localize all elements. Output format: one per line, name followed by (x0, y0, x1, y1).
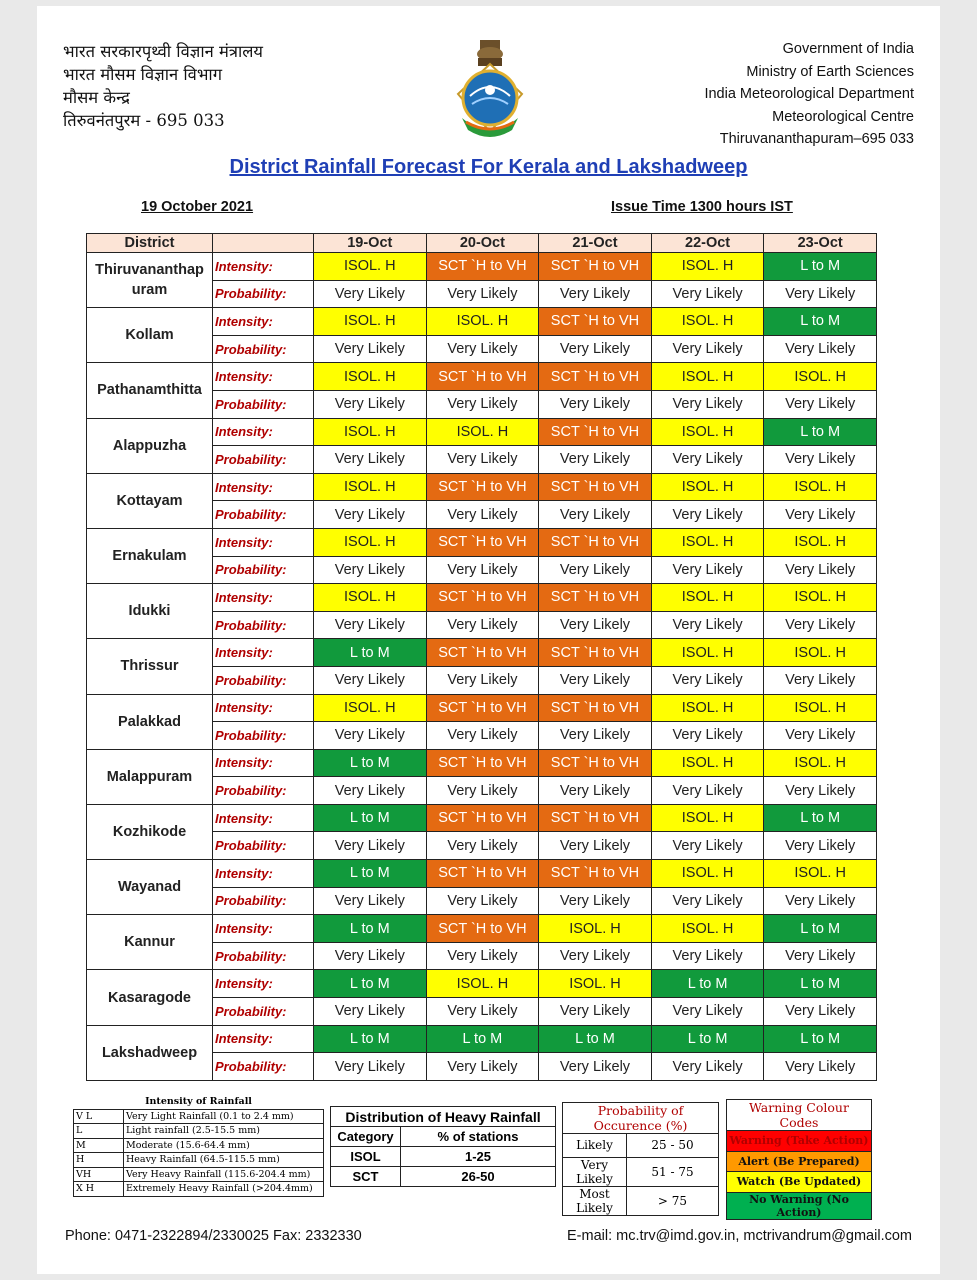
header-english-line: Meteorological Centre (772, 108, 914, 125)
probability-label: Probability: (213, 777, 314, 805)
intensity-cell: SCT `H to VH (426, 584, 539, 612)
header-hindi-line: भारत सरकारपृथ्वी विज्ञान मंत्रालय (63, 42, 264, 61)
probability-cell: Very Likely (764, 777, 877, 805)
legend-intensity-desc: Heavy Rainfall (64.5-115.5 mm) (124, 1153, 324, 1168)
intensity-cell: ISOL. H (426, 308, 539, 336)
probability-cell: Very Likely (426, 335, 539, 363)
legend-intensity-code: VH (74, 1167, 124, 1182)
intensity-cell: SCT `H to VH (426, 749, 539, 777)
probability-cell: Very Likely (764, 942, 877, 970)
intensity-cell: ISOL. H (651, 308, 764, 336)
legend-warning-row (727, 1192, 872, 1219)
probability-cell: Very Likely (314, 998, 427, 1026)
intensity-cell: L to M (764, 970, 877, 998)
intensity-row (87, 749, 877, 777)
probability-cell: Very Likely (314, 611, 427, 639)
intensity-cell: L to M (314, 749, 427, 777)
legend-intensity-row (74, 1138, 324, 1153)
intensity-row (87, 970, 877, 998)
intensity-cell: ISOL. H (651, 694, 764, 722)
legend-distribution-title: Distribution of Heavy Rainfall (331, 1107, 556, 1127)
probability-cell: Very Likely (651, 390, 764, 418)
probability-cell: Very Likely (764, 501, 877, 529)
probability-label: Probability: (213, 611, 314, 639)
intensity-cell: SCT `H to VH (539, 639, 652, 667)
legend-intensity-row (74, 1167, 324, 1182)
legend-distribution-percent: 26-50 (401, 1167, 556, 1187)
intensity-cell: L to M (764, 915, 877, 943)
issue-date: 19 October 2021 (141, 199, 254, 215)
intensity-label: Intensity: (213, 860, 314, 888)
probability-cell: Very Likely (651, 887, 764, 915)
legend-intensity-code: L (74, 1124, 124, 1139)
probability-cell: Very Likely (426, 777, 539, 805)
district-name: Kollam (87, 308, 213, 363)
intensity-cell: ISOL. H (314, 473, 427, 501)
probability-cell: Very Likely (314, 722, 427, 750)
probability-cell: Very Likely (426, 611, 539, 639)
intensity-cell: ISOL. H (426, 970, 539, 998)
intensity-cell: L to M (651, 970, 764, 998)
probability-cell: Very Likely (651, 942, 764, 970)
district-name: Lakshadweep (87, 1025, 213, 1080)
probability-label: Probability: (213, 335, 314, 363)
legend-probability-label: Likely (563, 1134, 627, 1158)
legend-probability-row (563, 1186, 719, 1215)
probability-cell: Very Likely (539, 777, 652, 805)
intensity-label: Intensity: (213, 584, 314, 612)
district-name: Kasaragode (87, 970, 213, 1025)
probability-cell: Very Likely (764, 887, 877, 915)
column-header-date: 23-Oct (764, 234, 877, 253)
probability-cell: Very Likely (426, 280, 539, 308)
intensity-row (87, 584, 877, 612)
page-title-text: District Rainfall Forecast For Kerala and Lakshadweep (229, 156, 748, 178)
intensity-cell: SCT `H to VH (426, 253, 539, 281)
header-hindi-line: भारत मौसम विज्ञान विभाग (63, 65, 222, 84)
probability-cell: Very Likely (426, 446, 539, 474)
intensity-cell: L to M (314, 1025, 427, 1053)
district-name: Idukki (87, 584, 213, 639)
probability-cell: Very Likely (539, 722, 652, 750)
header-hindi (63, 42, 263, 130)
header-hindi-line: तिरुवनंतपुरम - 695 033 (63, 111, 225, 130)
probability-cell: Very Likely (651, 280, 764, 308)
intensity-cell: ISOL. H (314, 363, 427, 391)
probability-cell: Very Likely (651, 998, 764, 1026)
probability-cell: Very Likely (651, 666, 764, 694)
intensity-row (87, 1025, 877, 1053)
probability-cell: Very Likely (426, 666, 539, 694)
legend-intensity-code: M (74, 1138, 124, 1153)
header-english (704, 38, 914, 151)
probability-cell: Very Likely (539, 556, 652, 584)
legend-warning-row (727, 1172, 872, 1193)
legend-distribution-header: Category (331, 1127, 401, 1147)
intensity-cell: SCT `H to VH (539, 860, 652, 888)
probability-cell: Very Likely (764, 280, 877, 308)
intensity-cell: SCT `H to VH (426, 915, 539, 943)
intensity-cell: ISOL. H (651, 749, 764, 777)
probability-cell: Very Likely (539, 390, 652, 418)
intensity-cell: ISOL. H (764, 473, 877, 501)
probability-cell: Very Likely (539, 832, 652, 860)
probability-cell: Very Likely (764, 335, 877, 363)
probability-cell: Very Likely (764, 611, 877, 639)
intensity-cell: ISOL. H (426, 418, 539, 446)
probability-cell: Very Likely (426, 390, 539, 418)
intensity-label: Intensity: (213, 528, 314, 556)
intensity-cell: SCT `H to VH (426, 860, 539, 888)
intensity-cell: SCT `H to VH (426, 694, 539, 722)
probability-cell: Very Likely (539, 280, 652, 308)
district-name: Kozhikode (87, 804, 213, 859)
probability-cell: Very Likely (764, 832, 877, 860)
probability-cell: Very Likely (426, 556, 539, 584)
intensity-cell: ISOL. H (764, 363, 877, 391)
district-name: Wayanad (87, 860, 213, 915)
intensity-cell: L to M (764, 418, 877, 446)
intensity-cell: SCT `H to VH (539, 308, 652, 336)
column-header-blank (213, 234, 314, 253)
probability-label: Probability: (213, 446, 314, 474)
legend-warning-swatch: No Warning (No Action) (727, 1192, 872, 1219)
legend-distribution (330, 1106, 556, 1187)
probability-cell: Very Likely (314, 556, 427, 584)
legend-probability (562, 1102, 719, 1216)
intensity-cell: SCT `H to VH (539, 363, 652, 391)
probability-cell: Very Likely (539, 1053, 652, 1081)
probability-cell: Very Likely (426, 887, 539, 915)
intensity-row (87, 694, 877, 722)
intensity-row (87, 915, 877, 943)
intensity-cell: L to M (314, 970, 427, 998)
probability-cell: Very Likely (651, 611, 764, 639)
intensity-cell: ISOL. H (651, 584, 764, 612)
probability-cell: Very Likely (314, 832, 427, 860)
intensity-cell: ISOL. H (651, 915, 764, 943)
header-english-line: Ministry of Earth Sciences (746, 63, 914, 80)
probability-cell: Very Likely (314, 501, 427, 529)
intensity-cell: ISOL. H (539, 970, 652, 998)
intensity-row (87, 804, 877, 832)
legend-warning-title: Warning Colour Codes (727, 1100, 872, 1131)
intensity-cell: ISOL. H (314, 308, 427, 336)
intensity-label: Intensity: (213, 473, 314, 501)
intensity-cell: ISOL. H (764, 694, 877, 722)
intensity-cell: ISOL. H (314, 528, 427, 556)
intensity-row (87, 639, 877, 667)
legend-warning-row (727, 1151, 872, 1172)
district-name: Pathanamthitta (87, 363, 213, 418)
intensity-label: Intensity: (213, 804, 314, 832)
intensity-cell: ISOL. H (764, 584, 877, 612)
intensity-cell: ISOL. H (651, 253, 764, 281)
legend-intensity-row (74, 1182, 324, 1197)
legend-distribution-category: ISOL (331, 1147, 401, 1167)
intensity-label: Intensity: (213, 363, 314, 391)
intensity-label: Intensity: (213, 308, 314, 336)
intensity-cell: SCT `H to VH (426, 363, 539, 391)
intensity-cell: ISOL. H (651, 528, 764, 556)
intensity-cell: SCT `H to VH (426, 473, 539, 501)
header-hindi-line: मौसम केन्द्र (63, 88, 130, 107)
probability-label: Probability: (213, 390, 314, 418)
legend-intensity-row (74, 1124, 324, 1139)
district-name: Kottayam (87, 473, 213, 528)
intensity-row (87, 528, 877, 556)
intensity-cell: L to M (314, 915, 427, 943)
probability-label: Probability: (213, 666, 314, 694)
legend-probability-row (563, 1134, 719, 1158)
probability-cell: Very Likely (426, 832, 539, 860)
legend-intensity-desc: Moderate (15.6-64.4 mm) (124, 1138, 324, 1153)
legend-probability-title: Probability of Occurence (%) (563, 1103, 719, 1134)
footer-phone: Phone: 0471-2322894/2330025 Fax: 2332330 (65, 1228, 362, 1244)
legend-probability-label: Very Likely (563, 1157, 627, 1186)
probability-cell: Very Likely (651, 722, 764, 750)
probability-cell: Very Likely (426, 942, 539, 970)
probability-cell: Very Likely (539, 446, 652, 474)
intensity-cell: ISOL. H (764, 749, 877, 777)
issue-time: Issue Time 1300 hours IST (611, 199, 793, 215)
probability-cell: Very Likely (314, 335, 427, 363)
district-name: Malappuram (87, 749, 213, 804)
intensity-label: Intensity: (213, 970, 314, 998)
legend-warning (726, 1099, 872, 1220)
probability-cell: Very Likely (651, 335, 764, 363)
probability-cell: Very Likely (651, 446, 764, 474)
intensity-label: Intensity: (213, 253, 314, 281)
intensity-cell: SCT `H to VH (539, 804, 652, 832)
probability-label: Probability: (213, 832, 314, 860)
intensity-cell: SCT `H to VH (539, 473, 652, 501)
intensity-cell: L to M (764, 804, 877, 832)
intensity-row (87, 308, 877, 336)
header-english-line: Government of India (782, 41, 914, 57)
probability-cell: Very Likely (764, 722, 877, 750)
probability-cell: Very Likely (764, 998, 877, 1026)
legend-intensity-row (74, 1109, 324, 1124)
probability-label: Probability: (213, 556, 314, 584)
legend-intensity (73, 1095, 324, 1197)
intensity-row (87, 418, 877, 446)
district-name: Alappuzha (87, 418, 213, 473)
column-header-district: District (87, 234, 213, 253)
intensity-label: Intensity: (213, 639, 314, 667)
intensity-cell: ISOL. H (651, 418, 764, 446)
intensity-cell: SCT `H to VH (539, 418, 652, 446)
legend-intensity-desc: Light rainfall (2.5-15.5 mm) (124, 1124, 324, 1139)
district-name: Ernakulam (87, 528, 213, 583)
legend-warning-swatch: Warning (Take Action) (727, 1131, 872, 1152)
intensity-label: Intensity: (213, 694, 314, 722)
probability-label: Probability: (213, 887, 314, 915)
probability-cell: Very Likely (539, 942, 652, 970)
intensity-cell: ISOL. H (651, 804, 764, 832)
intensity-cell: L to M (426, 1025, 539, 1053)
header-english-line: India Meteorological Department (704, 86, 914, 102)
intensity-cell: SCT `H to VH (426, 804, 539, 832)
legend-intensity-desc: Very Light Rainfall (0.1 to 2.4 mm) (124, 1109, 324, 1124)
intensity-cell: L to M (764, 253, 877, 281)
district-name: Thiruvananthap uram (87, 253, 213, 308)
legend-distribution-row (331, 1147, 556, 1167)
probability-cell: Very Likely (764, 1053, 877, 1081)
probability-cell: Very Likely (314, 1053, 427, 1081)
column-header-date: 20-Oct (426, 234, 539, 253)
intensity-cell: SCT `H to VH (426, 639, 539, 667)
probability-cell: Very Likely (314, 942, 427, 970)
probability-cell: Very Likely (539, 887, 652, 915)
legend-probability-range: > 75 (627, 1186, 719, 1215)
intensity-cell: L to M (314, 860, 427, 888)
probability-cell: Very Likely (539, 501, 652, 529)
probability-cell: Very Likely (539, 666, 652, 694)
page-title (37, 156, 940, 179)
intensity-cell: ISOL. H (314, 418, 427, 446)
probability-cell: Very Likely (539, 611, 652, 639)
legend-warning-row (727, 1131, 872, 1152)
legend-warning-swatch: Watch (Be Updated) (727, 1172, 872, 1193)
legend-intensity-row (74, 1153, 324, 1168)
probability-label: Probability: (213, 722, 314, 750)
intensity-cell: L to M (539, 1025, 652, 1053)
intensity-cell: SCT `H to VH (539, 253, 652, 281)
probability-cell: Very Likely (426, 998, 539, 1026)
intensity-cell: ISOL. H (764, 528, 877, 556)
table-header-row (87, 234, 877, 253)
legend-probability-label: Most Likely (563, 1186, 627, 1215)
imd-emblem-icon (452, 38, 528, 142)
probability-cell: Very Likely (539, 998, 652, 1026)
intensity-cell: ISOL. H (764, 860, 877, 888)
legend-intensity-code: X H (74, 1182, 124, 1197)
intensity-cell: SCT `H to VH (539, 749, 652, 777)
district-name: Kannur (87, 915, 213, 970)
intensity-label: Intensity: (213, 1025, 314, 1053)
intensity-row (87, 860, 877, 888)
column-header-date: 21-Oct (539, 234, 652, 253)
column-header-date: 19-Oct (314, 234, 427, 253)
column-header-date: 22-Oct (651, 234, 764, 253)
probability-cell: Very Likely (651, 832, 764, 860)
legend-intensity-title: Intensity of Rainfall (145, 1096, 252, 1108)
probability-cell: Very Likely (764, 556, 877, 584)
forecast-table (86, 233, 877, 1081)
intensity-cell: L to M (314, 639, 427, 667)
intensity-cell: ISOL. H (314, 694, 427, 722)
intensity-cell: ISOL. H (764, 639, 877, 667)
intensity-cell: ISOL. H (314, 584, 427, 612)
legend-intensity-code: V L (74, 1109, 124, 1124)
probability-cell: Very Likely (651, 1053, 764, 1081)
intensity-cell: ISOL. H (651, 473, 764, 501)
intensity-cell: SCT `H to VH (426, 528, 539, 556)
probability-cell: Very Likely (764, 390, 877, 418)
intensity-cell: L to M (651, 1025, 764, 1053)
probability-cell: Very Likely (426, 501, 539, 529)
probability-cell: Very Likely (651, 501, 764, 529)
intensity-cell: L to M (314, 804, 427, 832)
probability-label: Probability: (213, 280, 314, 308)
intensity-row (87, 363, 877, 391)
intensity-cell: SCT `H to VH (539, 584, 652, 612)
legend-probability-row (563, 1157, 719, 1186)
legend-warning-swatch: Alert (Be Prepared) (727, 1151, 872, 1172)
legend-distribution-header: % of stations (401, 1127, 556, 1147)
footer-email: E-mail: mc.trv@imd.gov.in, mctrivandrum@gmail.com (566, 1228, 912, 1244)
legend-probability-range: 25 - 50 (627, 1134, 719, 1158)
legend-distribution-percent: 1-25 (401, 1147, 556, 1167)
probability-cell: Very Likely (539, 335, 652, 363)
legend-distribution-row (331, 1167, 556, 1187)
intensity-cell: ISOL. H (651, 860, 764, 888)
intensity-cell: ISOL. H (539, 915, 652, 943)
intensity-cell: L to M (764, 308, 877, 336)
intensity-cell: ISOL. H (651, 639, 764, 667)
intensity-label: Intensity: (213, 749, 314, 777)
header-english-line: Thiruvananthapuram–695 033 (719, 131, 914, 147)
probability-cell: Very Likely (764, 666, 877, 694)
intensity-cell: ISOL. H (314, 253, 427, 281)
probability-cell: Very Likely (314, 280, 427, 308)
intensity-cell: L to M (764, 1025, 877, 1053)
legend-intensity-desc: Extremely Heavy Rainfall (>204.4mm) (124, 1182, 324, 1197)
probability-cell: Very Likely (314, 666, 427, 694)
intensity-cell: ISOL. H (651, 363, 764, 391)
probability-cell: Very Likely (651, 556, 764, 584)
intensity-row (87, 473, 877, 501)
legend-distribution-category: SCT (331, 1167, 401, 1187)
probability-cell: Very Likely (314, 446, 427, 474)
probability-label: Probability: (213, 1053, 314, 1081)
intensity-row (87, 253, 877, 281)
legend-probability-range: 51 - 75 (627, 1157, 719, 1186)
document-page (37, 6, 940, 1274)
intensity-cell: SCT `H to VH (539, 694, 652, 722)
probability-cell: Very Likely (764, 446, 877, 474)
probability-label: Probability: (213, 501, 314, 529)
intensity-label: Intensity: (213, 915, 314, 943)
probability-cell: Very Likely (314, 887, 427, 915)
probability-cell: Very Likely (426, 722, 539, 750)
probability-label: Probability: (213, 998, 314, 1026)
legend-intensity-desc: Very Heavy Rainfall (115.6-204.4 mm) (124, 1167, 324, 1182)
probability-cell: Very Likely (314, 777, 427, 805)
legend-intensity-code: H (74, 1153, 124, 1168)
district-name: Thrissur (87, 639, 213, 694)
probability-cell: Very Likely (651, 777, 764, 805)
intensity-cell: SCT `H to VH (539, 528, 652, 556)
district-name: Palakkad (87, 694, 213, 749)
forecast-table-body (87, 253, 877, 1081)
probability-cell: Very Likely (314, 390, 427, 418)
intensity-label: Intensity: (213, 418, 314, 446)
probability-cell: Very Likely (426, 1053, 539, 1081)
probability-label: Probability: (213, 942, 314, 970)
